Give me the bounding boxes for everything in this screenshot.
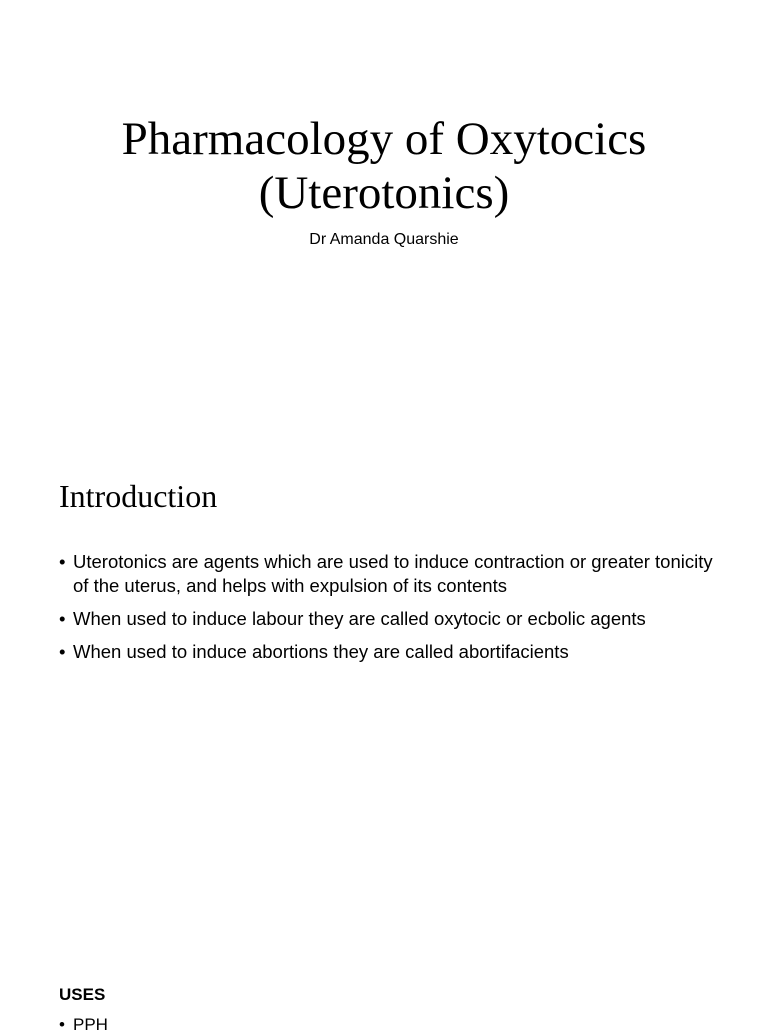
bullet-list (59, 1014, 108, 1036)
list-item (59, 607, 729, 631)
title-line: Pharmacology of Oxytocics (121, 113, 647, 165)
bullet-text: When used to induce abortions they are called abortifacients (73, 641, 569, 662)
bullet-icon: • (59, 641, 66, 662)
list-item (59, 1014, 108, 1036)
bullet-icon: • (59, 608, 66, 629)
bullet-text: Uterotonics are agents which are used to induce contraction or greater tonicity of the uterus, and helps with expulsion of its contents (73, 551, 713, 596)
list-item (59, 550, 729, 598)
list-item (59, 640, 729, 664)
slide-heading: USES (59, 985, 106, 1004)
bullet-text: When used to induce labour they are called oxytocic or ecbolic agents (73, 608, 646, 629)
bullet-list (59, 550, 729, 673)
bullet-text: PPH (73, 1015, 108, 1034)
presentation-title (0, 112, 768, 220)
uses-slide (0, 864, 768, 1034)
bullet-icon: • (59, 551, 66, 572)
slide-heading: Introduction (59, 478, 218, 514)
bullet-icon: • (59, 1015, 65, 1034)
introduction-slide (0, 432, 768, 864)
title-slide (0, 0, 768, 432)
title-line: (Uterotonics) (258, 167, 510, 219)
author-subtitle: Dr Amanda Quarshie (309, 231, 459, 248)
